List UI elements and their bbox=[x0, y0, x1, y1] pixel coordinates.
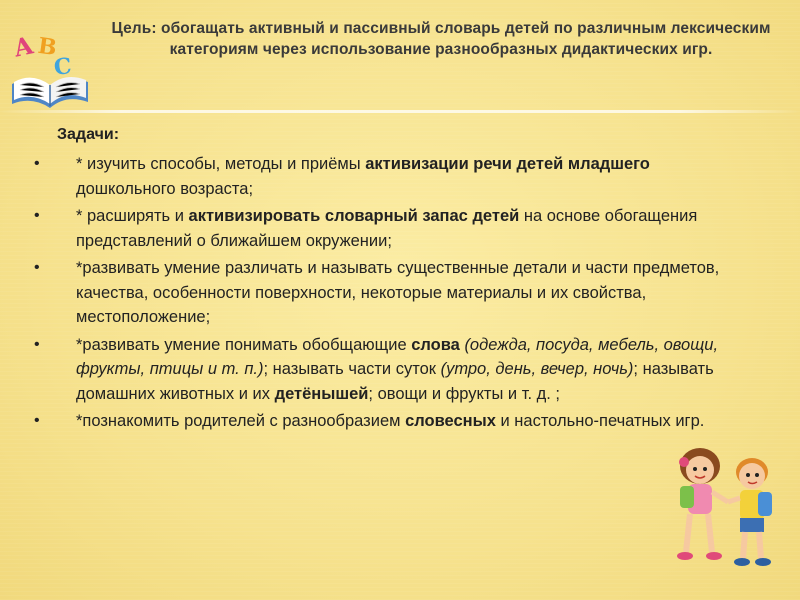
boy-figure bbox=[728, 458, 772, 566]
task-text: * изучить способы, методы и приёмы bbox=[76, 155, 366, 173]
bullet: • bbox=[34, 207, 40, 224]
task-text: * расширять и bbox=[76, 207, 189, 225]
task-text: *развивать умение различать и называть существенные детали и части предметов, качества, особенности поверхности, некоторые материалы и их свойства, местоположение; bbox=[76, 259, 720, 326]
task-text: *познакомить родителей с разнообразием bbox=[76, 412, 406, 430]
task-text-bold: детёнышей bbox=[274, 384, 369, 403]
task-item bbox=[34, 409, 754, 434]
task-item bbox=[34, 256, 754, 330]
header-divider bbox=[0, 110, 800, 113]
task-text-italic: (одежда, посуда, мебель, овощи, фрукты, птицы и т. п.) bbox=[76, 335, 719, 378]
task-text: *развивать умение понимать обобщающие bbox=[76, 335, 412, 354]
logo-letter-a: A bbox=[11, 30, 36, 63]
task-item bbox=[34, 204, 754, 253]
logo-letter-c: C bbox=[52, 53, 73, 81]
bullet: • bbox=[34, 412, 40, 429]
tasks-heading: Задачи: bbox=[57, 126, 120, 143]
task-text-bold: слова bbox=[411, 335, 460, 354]
task-text: и настольно-печатных игр. bbox=[495, 412, 705, 430]
bullet: • bbox=[34, 155, 40, 172]
bullet: • bbox=[34, 259, 40, 276]
task-text: ; называть части суток bbox=[263, 360, 441, 378]
task-text: ; называть домашних животных и их bbox=[76, 360, 714, 403]
logo-letter-b: B bbox=[36, 32, 59, 62]
task-item bbox=[34, 333, 754, 407]
task-text-bold: словесных bbox=[405, 412, 496, 430]
task-item bbox=[34, 152, 754, 201]
slide-title: Цель: обогащать активный и пассивный словарь детей по различным лексическим категориям через использование разнообразных дидактических игр. bbox=[111, 20, 771, 58]
task-text-bold: активизировать словарный запас детей bbox=[188, 207, 520, 225]
abc-book-logo bbox=[4, 22, 94, 118]
tasks-list bbox=[34, 152, 754, 437]
task-text: ; овощи и фрукты и т. д. ; bbox=[368, 384, 561, 403]
task-text: на основе обогащения представлений о ближайшем окружении; bbox=[76, 207, 698, 250]
task-text-bold: активизации речи детей младшего bbox=[365, 155, 650, 173]
task-text: дошкольного возраста; bbox=[76, 179, 254, 198]
bullet: • bbox=[34, 335, 40, 353]
girl-figure bbox=[677, 448, 728, 560]
task-text-italic: (утро, день, вечер, ночь) bbox=[440, 360, 634, 378]
children-illustration bbox=[660, 444, 790, 594]
